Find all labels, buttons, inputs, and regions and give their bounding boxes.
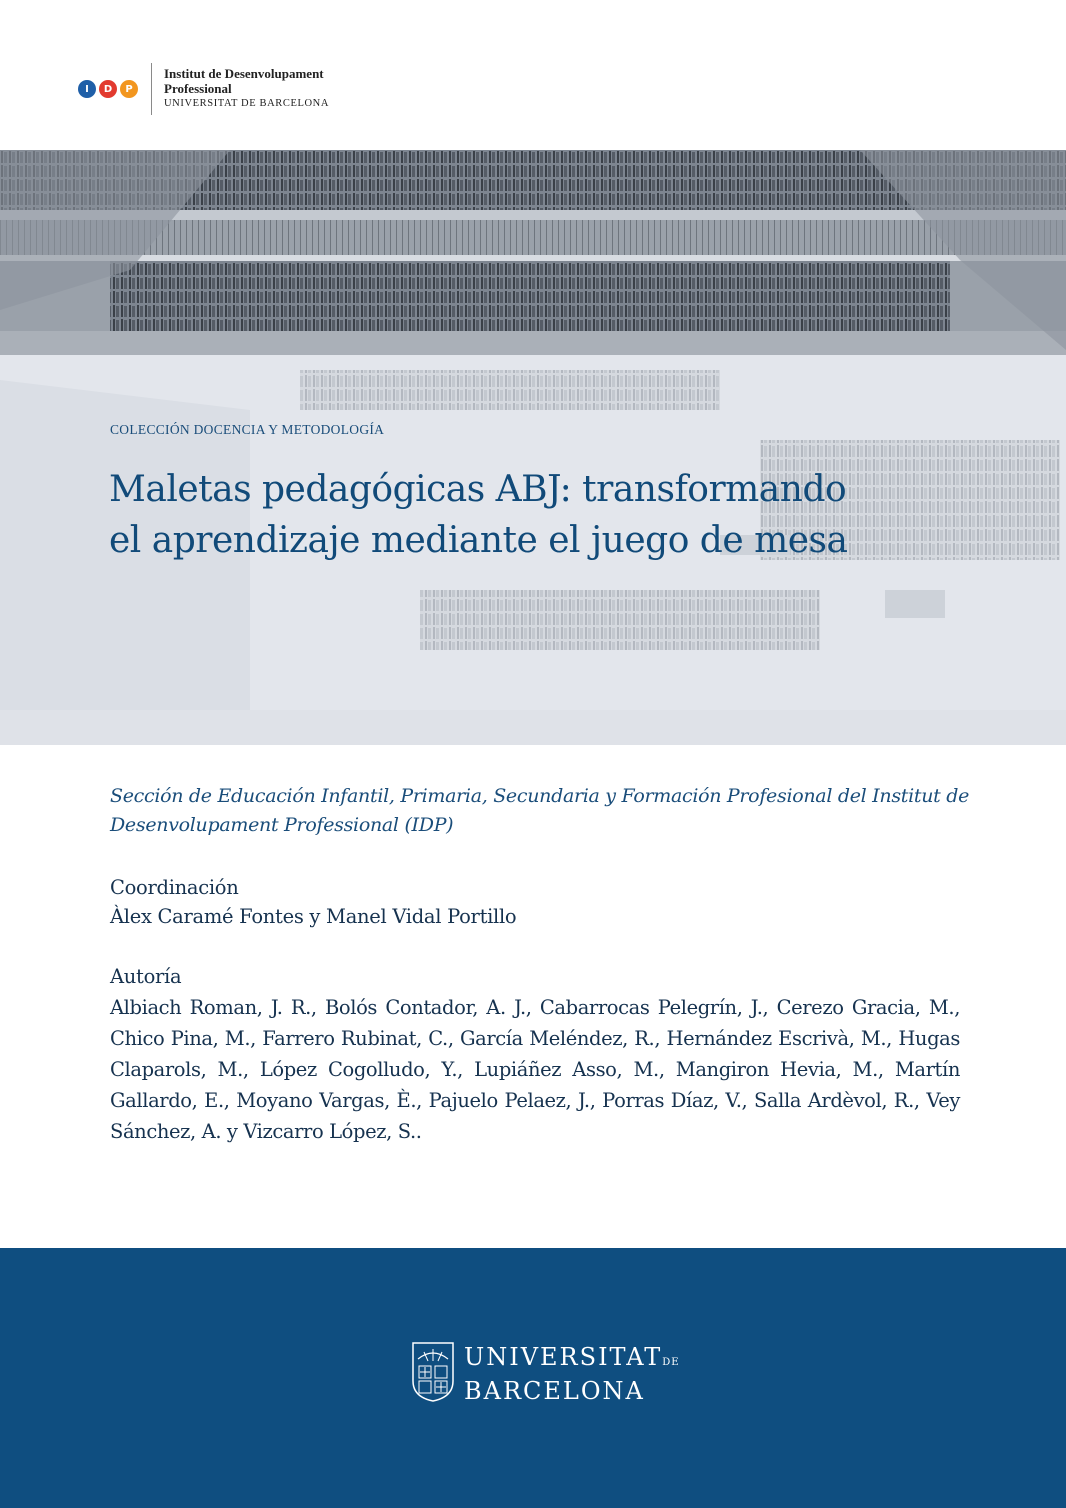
idp-org-name bbox=[164, 66, 329, 111]
idp-letter-d: D bbox=[99, 80, 117, 98]
coordination-heading: Coordinación bbox=[110, 876, 239, 899]
header bbox=[0, 0, 1066, 150]
authorship-heading: Autoría bbox=[110, 965, 182, 988]
org-line-1: Institut de Desenvolupament bbox=[164, 66, 324, 81]
collection-label: COLECCIÓN DOCENCIA Y METODOLOGÍA bbox=[110, 422, 385, 437]
idp-letter-i: I bbox=[78, 80, 96, 98]
ub-seal-icon bbox=[410, 1339, 456, 1403]
book-title: Maletas pedagógicas ABJ: transformando el aprendizaje mediante el juego de mesa bbox=[109, 469, 848, 561]
coordination-names: Àlex Caramé Fontes y Manel Vidal Portillo bbox=[110, 905, 517, 928]
org-line-3: UNIVERSITAT DE BARCELONA bbox=[164, 98, 330, 109]
authorship-names: Albiach Roman, J. R., Bolós Contador, A. J., Cabarrocas Pelegrín, J., Cerezo Gracia, M., Chico Pina, M., Farrero Rubinat, C., García Meléndez, R., Hernández Escrivà, M., Hugas Claparols, M., López Cogolludo, Y., Lupiáñez Asso, M., Mangiron Hevia, M., Martín Gallardo, E., Moyano Vargas, È., Pajuelo Pelaez, J., Porras Díaz, V., Salla Ardèvol, R., Vey Sánchez, A. y Vizcarro López, S.. bbox=[110, 996, 960, 1143]
org-line-2: Professional bbox=[164, 81, 232, 96]
ub-de: DE bbox=[662, 1357, 680, 1368]
library-photo bbox=[0, 150, 1066, 745]
idp-letter-p: P bbox=[120, 80, 138, 98]
idp-logo bbox=[78, 80, 138, 98]
cover-body bbox=[110, 782, 970, 1147]
ub-line-1: UNIVERSITAT bbox=[464, 1343, 663, 1371]
section-subtitle: Sección de Educación Infantil, Primaria, Secundaria y Formación Profesional del Institut de Desenvolupament Professional (IDP) bbox=[110, 785, 970, 836]
ub-line-2: BARCELONA bbox=[464, 1377, 645, 1405]
logo-divider bbox=[151, 63, 152, 115]
cover-banner bbox=[0, 150, 1066, 745]
ub-wordmark bbox=[464, 1343, 680, 1405]
